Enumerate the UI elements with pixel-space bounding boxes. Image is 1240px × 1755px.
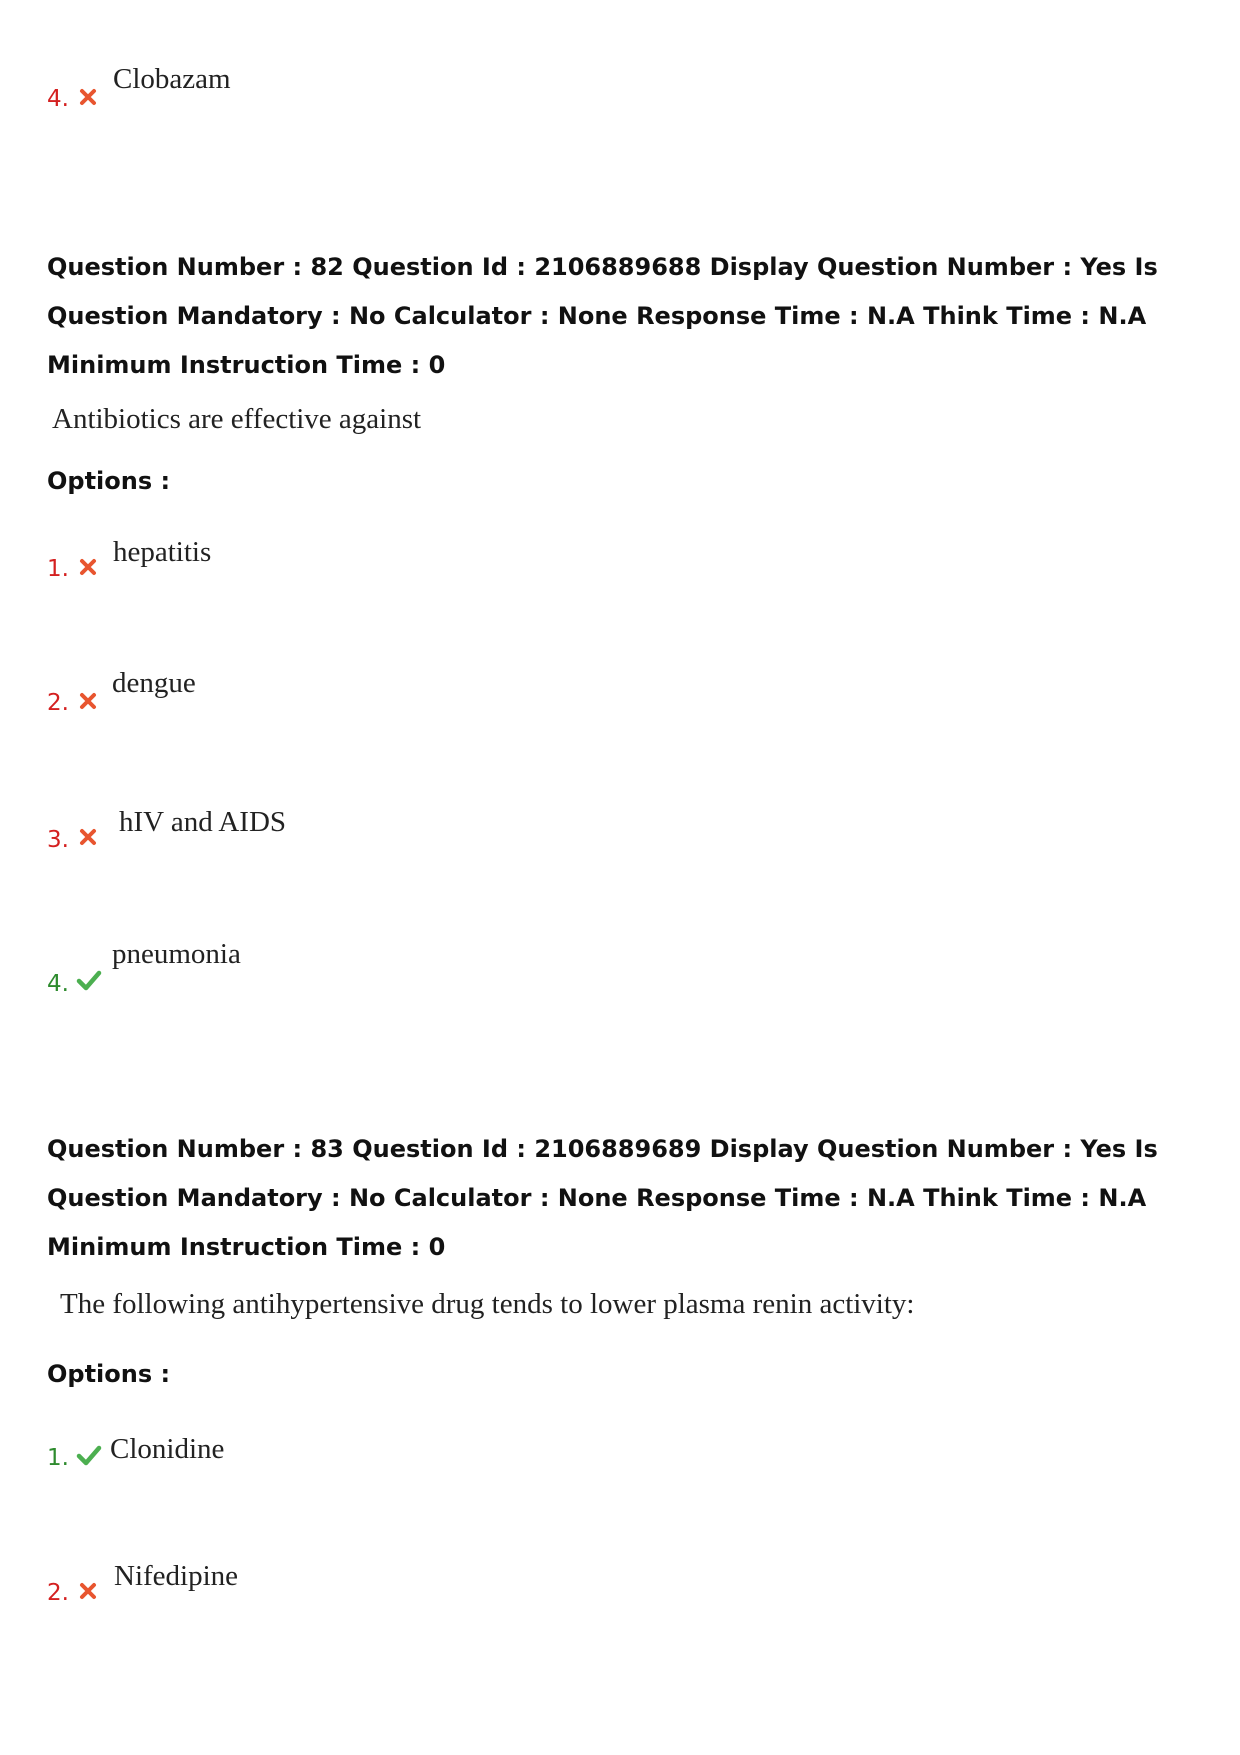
option-text: hepatitis [113,536,212,568]
option-number: 1. [47,1445,69,1471]
check-icon [76,1443,102,1467]
question-text: The following antihypertensive drug tends to lower plasma renin activity: [60,1288,915,1320]
option-number: 4. [47,86,69,112]
option-number: 4. [47,971,69,997]
option-number: 3. [47,827,69,853]
option-text: Clonidine [110,1433,225,1465]
option-text: Clobazam [113,63,231,95]
cross-icon [77,1580,99,1602]
option-text: Nifedipine [114,1560,239,1592]
check-icon [76,968,102,992]
options-label: Options : [47,467,171,495]
option-number: 1. [47,556,69,582]
cross-icon [77,690,99,712]
option-number: 2. [47,1580,69,1606]
options-label: Options : [47,1360,171,1388]
cross-icon [77,826,99,848]
cross-icon [77,86,99,108]
option-text: hIV and AIDS [119,806,287,838]
question-text: Antibiotics are effective against [52,403,422,435]
option-text: pneumonia [112,938,241,970]
option-text: dengue [112,667,196,699]
option-number: 2. [47,690,69,716]
question-meta: Question Number : 82 Question Id : 2106889688 Display Question Number : Yes Is Question Mandatory : No Calculator : None Response Time : N.A Think Time : N.A Minimum Instruction Time : 0 [47,253,1158,379]
question-meta: Question Number : 83 Question Id : 2106889689 Display Question Number : Yes Is Question Mandatory : No Calculator : None Response Time : N.A Think Time : N.A Minimum Instruction Time : 0 [47,1135,1158,1261]
cross-icon [77,556,99,578]
